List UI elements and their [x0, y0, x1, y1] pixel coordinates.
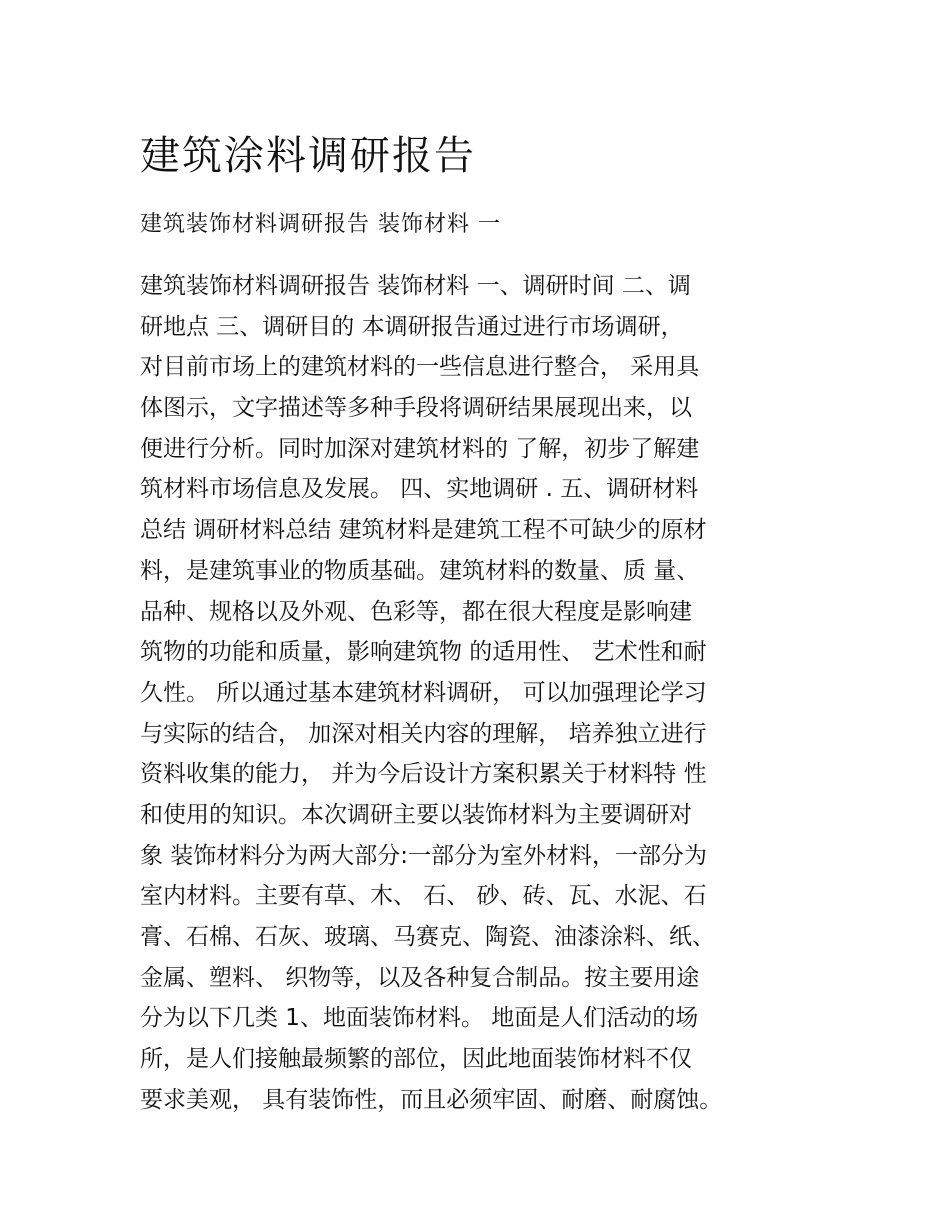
body-line: 和使用的知识。本次调研主要以装饰材料为主要调研对: [140, 801, 692, 828]
body-line: 与实际的结合， 加深对相关内容的理解， 培养独立进行: [140, 720, 707, 747]
body-line: 久性。 所以通过基本建筑材料调研， 可以加强理论学习: [140, 679, 707, 706]
body-line: 膏、石棉、石灰、玻璃、马赛克、陶瓷、油漆涂料、纸、: [140, 924, 715, 950]
body-line: 便进行分析。同时加深对建筑材料的 了解，初步了解建: [140, 435, 700, 462]
document-subtitle: 建筑装饰材料调研报告 装饰材料 一: [140, 212, 501, 237]
body-line: 资料收集的能力， 并为今后设计方案积累关于材料特 性: [140, 761, 707, 788]
body-line: 建筑装饰材料调研报告 装饰材料 一、调研时间 二、调: [140, 273, 691, 299]
body-line: 分为以下几类 1、地面装饰材料。 地面是人们活动的场: [140, 1005, 699, 1032]
document-title: 建筑涂料调研报告: [140, 133, 476, 179]
body-line: 金属、塑料、 织物等，以及各种复合制品。按主要用途: [140, 964, 700, 991]
body-line: 料，是建筑事业的物质基础。建筑材料的数量、质 量、: [140, 557, 700, 584]
body-line: 品种、规格以及外观、色彩等，都在很大程度是影响建: [140, 598, 692, 625]
body-line: 象 装饰材料分为两大部分:一部分为室外材料，一部分为: [140, 842, 708, 869]
body-line: 筑材料市场信息及发展。 四、实地调研 . 五、调研材料: [140, 476, 699, 503]
body-line: 要求美观， 具有装饰性，而且必须牢固、耐磨、耐腐蚀。: [140, 1086, 723, 1113]
body-line: 所，是人们接触最频繁的部位，因此地面装饰材料不仅: [140, 1046, 692, 1073]
body-line: 总结 调研材料总结 建筑材料是建筑工程不可缺少的原材: [140, 517, 707, 544]
body-line: 体图示，文字描述等多种手段将调研结果展现出来，以: [140, 395, 692, 422]
body-line: 筑物的功能和质量，影响建筑物 的适用性、 艺术性和耐: [140, 639, 707, 666]
body-line: 对目前市场上的建筑材料的一些信息进行整合， 采用具: [140, 354, 700, 381]
document-body: [140, 266, 820, 1120]
body-line: 室内材料。主要有草、木、 石、 砂、砖、瓦、水泥、石: [140, 883, 707, 910]
body-line: 研地点 三、调研目的 本调研报告通过进行市场调研，: [140, 313, 684, 340]
